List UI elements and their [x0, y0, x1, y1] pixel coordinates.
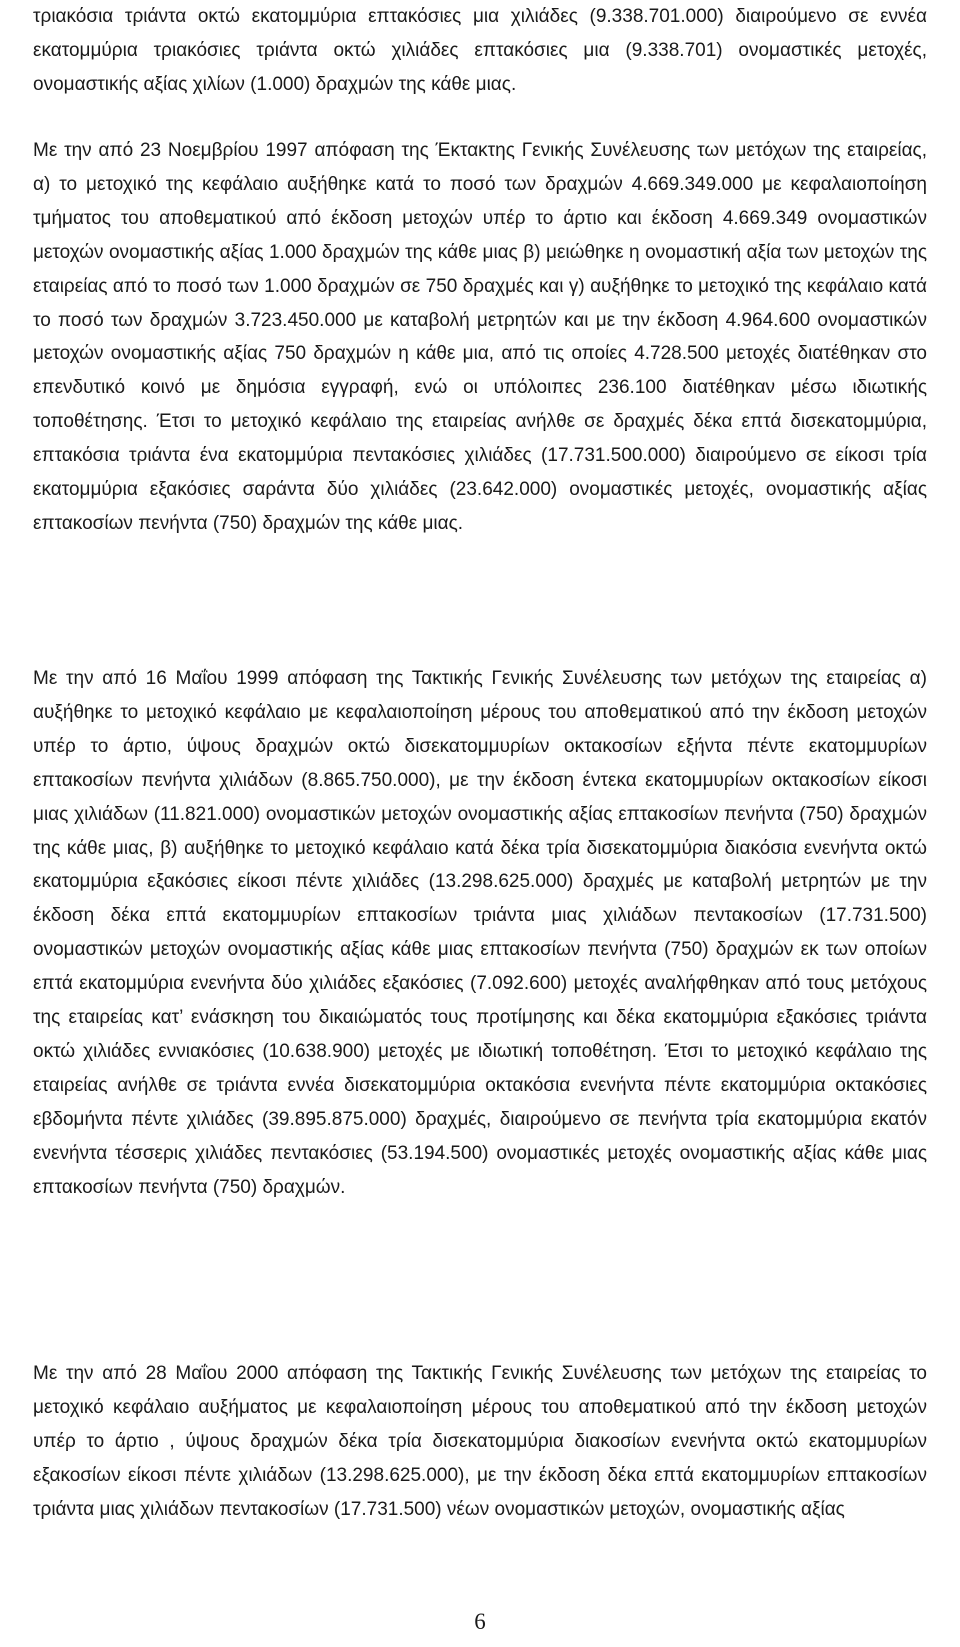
paragraph-share-capital-continuation: τριακόσια τριάντα οκτώ εκατομμύρια επτακόσιες μια χιλιάδες (9.338.701.000) διαιρούμενο σε εννέα εκατομμύρια τριακόσιες τριάντα οκτώ χιλιάδες επτακόσιες μια (9.338.701) ονομαστικές μετοχές, ονομαστικής αξίας χιλίων (1.000) δραχμών της κάθε μιας. [33, 6, 927, 95]
paragraph-1997-extraordinary-meeting: Με την από 23 Νοεμβρίου 1997 απόφαση της Έκτακτης Γενικής Συνέλευσης των μετόχων της εταιρείας, α) το μετοχικό της κεφάλαιο αυξήθηκε κατά το ποσό των δραχμών 4.669.349.000 με κεφαλαιοποίηση τμήματος του αποθεματικού από έκδοση μετοχών υπέρ το άρτιο και έκδοση 4.669.349 ονομαστικών μετοχών ονομαστικής αξίας 1.000 δραχμών της κάθε μιας β) μειώθηκε η ονομαστική αξία των μετοχών της εταιρείας από το ποσό των 1.000 δραχμών σε 750 δραχμές και γ) αυξήθηκε το μετοχικό της κεφάλαιο κατά το ποσό των δραχμών 3.723.450.000 με καταβολή μετρητών και με την έκδοση 4.964.600 ονομαστικών μετοχών ονομαστικής αξίας 750 δραχμών η κάθε μια, από τις οποίες 4.728.500 μετοχές διατέθηκαν στο επενδυτικό κοινό με δημόσια εγγραφή, ενώ οι υπόλοιπες 236.100 διατέθηκαν μέσω ιδιωτικής τοποθέτησης. Έτσι το μετοχικό κεφάλαιο της εταιρείας ανήλθε σε δραχμές δέκα επτά δισεκατομμύρια, επτακόσια τριάντα ένα εκατομμύρια πεντακόσιες χιλιάδες (17.731.500.000) διαιρούμενο σε είκοσι τρία εκατομμύρια εξακόσιες σαράντα δύο χιλιάδες (23.642.000) ονομαστικές μετοχές, ονομαστικής αξίας επτακοσίων πενήντα (750) δραχμών της κάθε μιας. [33, 140, 927, 534]
paragraph-1999-ordinary-meeting: Με την από 16 Μαΐου 1999 απόφαση της Τακτικής Γενικής Συνέλευσης των μετόχων της εταιρείας α) αυξήθηκε το μετοχικό κεφάλαιο με κεφαλαιοποίηση μέρους του αποθεματικού από την έκδοση μετοχών υπέρ το άρτιο, ύψους δραχμών οκτώ δισεκατομμυρίων οκτακοσίων εξήντα πέντε εκατομμυρίων επτακοσίων πενήντα χιλιάδων (8.865.750.000), με την έκδοση έντεκα εκατομμυρίων οκτακοσίων είκοσι μιας χιλιάδων (11.821.000) ονομαστικών μετοχών ονομαστικής αξίας επτακοσίων πενήντα (750) δραχμών της κάθε μιας, β) αυξήθηκε το μετοχικό κεφάλαιο κατά δέκα τρία δισεκατομμύρια διακόσια ενενήντα οκτώ εκατομμύρια εξακόσιες είκοσι πέντε χιλιάδες (13.298.625.000) δραχμές με καταβολή μετρητών με την έκδοση δέκα επτά εκατομμυρίων επτακοσίων τριάντα μιας χιλιάδων πεντακοσίων (17.731.500) ονομαστικών μετοχών ονομαστικής αξίας κάθε μιας επτακοσίων πενήντα (750) δραχμών εκ των οποίων επτά εκατομμύρια ενενήντα δύο χιλιάδες εξακόσιες (7.092.600) μετοχές αναλήφθηκαν από τους μετόχους της εταιρείας κατ’ ενάσκηση του δικαιώματός τους προτίμησης και δέκα εκατομμύρια εξακόσιες τριάντα οκτώ χιλιάδες εννιακόσιες (10.638.900) μετοχές με ιδιωτική τοποθέτηση. Έτσι το μετοχικό κεφάλαιο της εταιρείας ανήλθε σε τριάντα εννέα δισεκατομμύρια οκτακόσια ενενήντα πέντε εκατομμύρια οκτακόσιες εβδομήντα πέντε χιλιάδες (39.895.875.000) δραχμές, διαιρούμενο σε πενήντα τρία εκατομμύρια εκατόν ενενήντα τέσσερις χιλιάδες πεντακόσιες (53.194.500) ονομαστικές μετοχές ονομαστικής αξίας κάθε μιας επτακοσίων πενήντα (750) δραχμών. [33, 668, 927, 1198]
paragraph-2000-ordinary-meeting: Με την από 28 Μαΐου 2000 απόφαση της Τακτικής Γενικής Συνέλευσης των μετόχων της εταιρείας το μετοχικό κεφάλαιο αυξήματος με κεφαλαιοποίηση μέρους του αποθεματικού από την έκδοση μετοχών υπέρ το άρτιο , ύψους δραχμών δέκα τρία δισεκατομμύρια διακοσίων ενενήντα οκτώ εκατομμυρίων εξακοσίων είκοσι πέντε χιλιάδων (13.298.625.000), με την έκδοση δέκα επτά εκατομμυρίων επτακοσίων τριάντα μιας χιλιάδων πεντακοσίων (17.731.500) νέων ονομαστικών μετοχών, ονομαστικής αξίας [33, 1363, 927, 1520]
page-number: 6 [474, 1609, 486, 1634]
